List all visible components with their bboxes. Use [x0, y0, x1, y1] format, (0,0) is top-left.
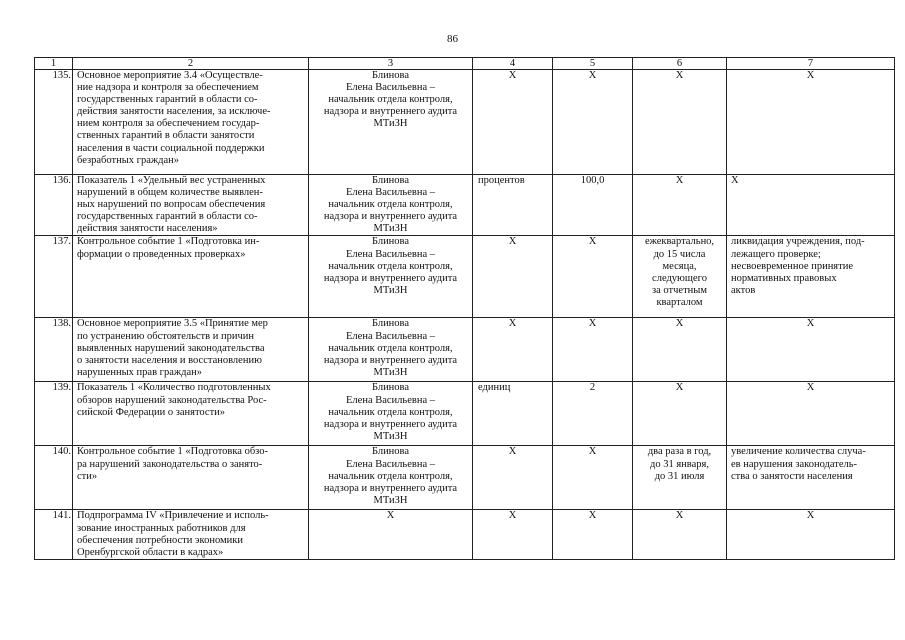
measure-name-line: государственных гарантий в области со- — [77, 94, 258, 106]
measure-name-line: государственных гарантий в области со- — [77, 211, 258, 223]
deadline-line: за отчетным — [652, 284, 707, 296]
responsible-line: МТиЗН — [373, 430, 408, 442]
responsible-line: Блинова — [371, 382, 410, 394]
unit-cell: процентов — [473, 175, 553, 236]
header-row — [35, 58, 895, 70]
deadline-line: следующего — [652, 272, 707, 284]
risk-line: Х — [806, 510, 815, 522]
deadline-cell — [633, 175, 727, 236]
risk-line: ликвидация учреждения, под- — [731, 236, 865, 248]
deadline-line: Х — [675, 510, 684, 522]
header-cell-6: 6 — [633, 58, 727, 70]
measure-name-cell — [73, 510, 309, 560]
measure-name-line: нарушений в общем количестве выявлен- — [77, 187, 263, 199]
value-cell: 100,0 — [553, 175, 633, 236]
row-number-cell: 140. — [35, 446, 73, 510]
responsible-line: начальник отдела контроля, — [328, 406, 453, 418]
deadline-line: кварталом — [656, 296, 703, 308]
responsible-line: Блинова — [371, 318, 410, 330]
row-number-cell: 141. — [35, 510, 73, 560]
unit-cell: Х — [473, 318, 553, 382]
measure-name-line: ственных гарантий в области занятости — [77, 130, 255, 142]
measure-name-line: о занятости населения и восстановлению — [77, 354, 262, 366]
risk-line: Х — [731, 175, 739, 186]
measure-name-line: действия занятости населения» — [77, 223, 218, 235]
deadline-line: Х — [675, 318, 684, 330]
risk-cell — [727, 318, 895, 382]
responsible-line: МТиЗН — [373, 284, 408, 296]
value-cell: 2 — [553, 382, 633, 446]
table-row — [35, 70, 895, 175]
responsible-line: начальник отдела контроля, — [328, 342, 453, 354]
measure-name-line: зование иностранных работников для — [77, 522, 246, 534]
responsible-line: надзора и внутреннего аудита — [323, 354, 458, 366]
deadline-line: два раза в год, — [647, 446, 712, 458]
responsible-line: начальник отдела контроля, — [328, 470, 453, 482]
measure-name-line: формации о проведенных проверках» — [77, 248, 246, 260]
responsible-line: начальник отдела контроля, — [328, 94, 453, 106]
responsible-cell — [309, 446, 473, 510]
risk-line: лежащего проверке; — [731, 248, 821, 260]
deadline-cell — [633, 510, 727, 560]
measure-name-cell — [73, 318, 309, 382]
responsible-line: МТиЗН — [373, 366, 408, 378]
measure-name-line: нарушенных прав граждан» — [77, 366, 203, 378]
responsible-line: надзора и внутреннего аудита — [323, 211, 458, 223]
risk-cell — [727, 446, 895, 510]
deadline-cell — [633, 382, 727, 446]
risk-line: Х — [806, 318, 815, 330]
row-number-cell: 137. — [35, 236, 73, 318]
measure-name-line: Оренбургской области в кадрах» — [77, 546, 224, 558]
responsible-cell — [309, 318, 473, 382]
deadline-cell — [633, 446, 727, 510]
measure-name-cell — [73, 175, 309, 236]
responsible-line: начальник отдела контроля, — [328, 199, 453, 211]
deadline-line: ежеквартально, — [644, 236, 715, 248]
risk-cell — [727, 70, 895, 175]
measure-name-line: Контрольное событие 1 «Подготовка ин- — [77, 236, 260, 248]
header-cell-5: 5 — [553, 58, 633, 70]
deadline-line: месяца, — [662, 260, 697, 272]
table-row — [35, 446, 895, 510]
responsible-cell — [309, 236, 473, 318]
deadline-cell — [633, 318, 727, 382]
risk-line: ства о занятости населения — [731, 470, 853, 482]
header-cell-1: 1 — [35, 58, 73, 70]
measure-name-line: обеспечения потребности экономики — [77, 534, 243, 546]
unit-cell: Х — [473, 510, 553, 560]
risk-line: актов — [731, 284, 756, 296]
page-number: 86 — [447, 33, 458, 45]
row-number-cell: 139. — [35, 382, 73, 446]
risk-cell — [727, 236, 895, 318]
responsible-line: Елена Васильевна – — [346, 330, 435, 342]
risk-cell — [727, 510, 895, 560]
value-cell: Х — [553, 70, 633, 175]
responsible-cell — [309, 382, 473, 446]
measure-name-line: ние надзора и контроля за обеспечением — [77, 82, 259, 94]
measure-name-line: сийской Федерации о занятости» — [77, 406, 226, 418]
measure-name-line: Основное мероприятие 3.4 «Осуществле- — [77, 70, 263, 81]
measure-name-line: выявленных нарушений законодательства — [77, 342, 265, 354]
responsible-line: надзора и внутреннего аудита — [323, 482, 458, 494]
measure-name-line: Показатель 1 «Количество подготовленных — [77, 382, 271, 394]
unit-cell: Х — [473, 70, 553, 175]
measure-name-line: Основное мероприятие 3.5 «Принятие мер — [77, 318, 268, 330]
table-row — [35, 510, 895, 560]
responsible-cell — [309, 175, 473, 236]
responsible-line: надзора и внутреннего аудита — [323, 272, 458, 284]
risk-line: Х — [806, 70, 815, 81]
header-cell-7: 7 — [727, 58, 895, 70]
risk-cell — [727, 175, 895, 236]
measure-name-line: ных нарушений по вопросам обеспечения — [77, 199, 266, 211]
risk-line: нормативных правовых — [731, 272, 837, 284]
measure-name-line: ра нарушений законодательства о занято- — [77, 458, 263, 470]
deadline-line: до 31 января, — [650, 458, 709, 470]
plan-table — [34, 57, 895, 560]
measure-name-line: безработных граждан» — [77, 154, 179, 166]
row-number-cell: 136. — [35, 175, 73, 236]
table-row — [35, 318, 895, 382]
table-row — [35, 236, 895, 318]
responsible-line: надзора и внутреннего аудита — [323, 418, 458, 430]
responsible-line: Елена Васильевна – — [346, 82, 435, 94]
risk-cell — [727, 382, 895, 446]
value-cell: Х — [553, 318, 633, 382]
measure-name-cell — [73, 70, 309, 175]
unit-cell: Х — [473, 236, 553, 318]
measure-name-line: населения в части социальной поддержки — [77, 142, 265, 154]
measure-name-line: обзоров нарушений законодательства Рос- — [77, 394, 267, 406]
header-cell-4: 4 — [473, 58, 553, 70]
value-cell: Х — [553, 236, 633, 318]
unit-cell: Х — [473, 446, 553, 510]
risk-line: увеличение количества случа- — [731, 446, 866, 458]
responsible-line: Х — [386, 510, 395, 522]
responsible-line: Блинова — [371, 70, 410, 81]
risk-line: ев нарушения законодатель- — [731, 458, 858, 470]
row-number-cell: 138. — [35, 318, 73, 382]
measure-name-line: действия занятости населения, за исключе- — [77, 106, 271, 118]
responsible-line: МТиЗН — [373, 494, 408, 506]
row-number-cell: 135. — [35, 70, 73, 175]
measure-name-line: сти» — [77, 470, 98, 482]
deadline-line: до 31 июля — [654, 470, 705, 482]
header-cell-3: 3 — [309, 58, 473, 70]
responsible-line: Елена Васильевна – — [346, 458, 435, 470]
risk-line: несвоевременное принятие — [731, 260, 854, 272]
responsible-line: Блинова — [371, 175, 410, 186]
responsible-line: Елена Васильевна – — [346, 394, 435, 406]
measure-name-line: Показатель 1 «Удельный вес устраненных — [77, 175, 266, 186]
table-body — [35, 58, 895, 560]
responsible-line: надзора и внутреннего аудита — [323, 106, 458, 118]
measure-name-cell — [73, 446, 309, 510]
measure-name-cell — [73, 236, 309, 318]
responsible-cell — [309, 70, 473, 175]
deadline-cell — [633, 70, 727, 175]
unit-cell: единиц — [473, 382, 553, 446]
measure-name-line: по устранению обстоятельств и причин — [77, 330, 254, 342]
value-cell: Х — [553, 446, 633, 510]
responsible-line: начальник отдела контроля, — [328, 260, 453, 272]
responsible-cell — [309, 510, 473, 560]
measure-name-line: Подпрограмма IV «Привлечение и исполь- — [77, 510, 269, 522]
header-cell-2: 2 — [73, 58, 309, 70]
risk-line: Х — [806, 382, 815, 394]
measure-name-cell — [73, 382, 309, 446]
responsible-line: Елена Васильевна – — [346, 248, 435, 260]
responsible-line: Елена Васильевна – — [346, 187, 435, 199]
deadline-line: Х — [675, 382, 684, 394]
measure-name-line: нием контроля за обеспечением государ- — [77, 118, 260, 130]
table-row — [35, 382, 895, 446]
deadline-line: до 15 числа — [653, 248, 706, 260]
responsible-line: Блинова — [371, 236, 410, 248]
responsible-line: МТиЗН — [373, 223, 408, 235]
responsible-line: МТиЗН — [373, 118, 408, 130]
deadline-line: Х — [675, 175, 684, 186]
table-row — [35, 175, 895, 236]
deadline-cell — [633, 236, 727, 318]
value-cell: Х — [553, 510, 633, 560]
measure-name-line: Контрольное событие 1 «Подготовка обзо- — [77, 446, 269, 458]
responsible-line: Блинова — [371, 446, 410, 458]
deadline-line: Х — [675, 70, 684, 81]
